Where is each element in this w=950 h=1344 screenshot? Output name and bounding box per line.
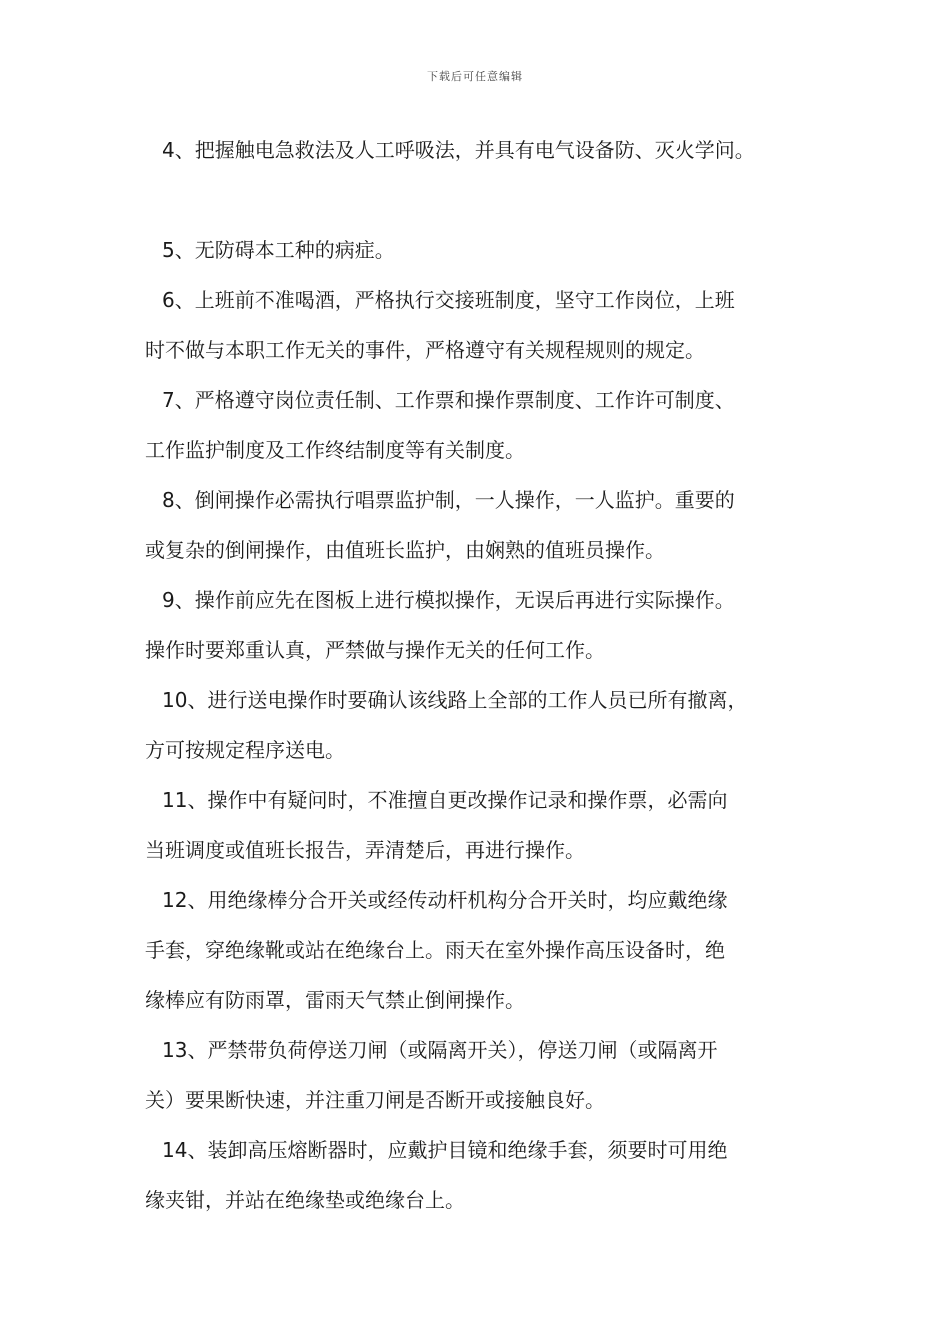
paragraph-line: 操作时要郑重认真，严禁做与操作无关的任何工作。 [145,638,605,662]
paragraph-line: 11、操作中有疑问时，不准擅自更改操作记录和操作票，必需向 [162,788,728,812]
paragraph-line: 5、无防碍本工种的病症。 [162,238,395,262]
paragraph-line: 8、倒闸操作必需执行唱票监护制，一人操作，一人监护。重要的 [162,488,735,512]
paragraph-line: 方可按规定程序送电。 [145,738,345,762]
paragraph-line: 14、装卸高压熔断器时，应戴护目镜和绝缘手套，须要时可用绝 [162,1138,728,1162]
paragraph-line: 当班调度或值班长报告，弄清楚后，再进行操作。 [145,838,585,862]
paragraph-line: 缘夹钳，并站在绝缘垫或绝缘台上。 [145,1188,465,1212]
paragraph-line: 关）要果断快速，并注重刀闸是否断开或接触良好。 [145,1088,605,1112]
paragraph-line: 工作监护制度及工作终结制度等有关制度。 [145,438,525,462]
paragraph-line: 4、把握触电急救法及人工呼吸法，并具有电气设备防、灭火学问。 [162,138,755,162]
paragraph-line: 12、用绝缘棒分合开关或经传动杆机构分合开关时，均应戴绝缘 [162,888,728,912]
paragraph-line: 9、操作前应先在图板上进行模拟操作，无误后再进行实际操作。 [162,588,735,612]
paragraph-line: 缘棒应有防雨罩，雷雨天气禁止倒闸操作。 [145,988,525,1012]
paragraph-line: 6、上班前不准喝酒，严格执行交接班制度，坚守工作岗位，上班 [162,288,735,312]
paragraph-line: 10、进行送电操作时要确认该线路上全部的工作人员已所有撤离， [162,688,748,712]
paragraph-line: 时不做与本职工作无关的事件，严格遵守有关规程规则的规定。 [145,338,705,362]
paragraph-line: 13、严禁带负荷停送刀闸（或隔离开关），停送刀闸（或隔离开 [162,1038,718,1062]
paragraph-line: 7、严格遵守岗位责任制、工作票和操作票制度、工作许可制度、 [162,388,735,412]
page-header: 下载后可任意编辑 [427,70,523,83]
paragraph-line: 手套，穿绝缘靴或站在绝缘台上。雨天在室外操作高压设备时，绝 [145,938,725,962]
paragraph-line: 或复杂的倒闸操作，由值班长监护，由娴熟的值班员操作。 [145,538,665,562]
